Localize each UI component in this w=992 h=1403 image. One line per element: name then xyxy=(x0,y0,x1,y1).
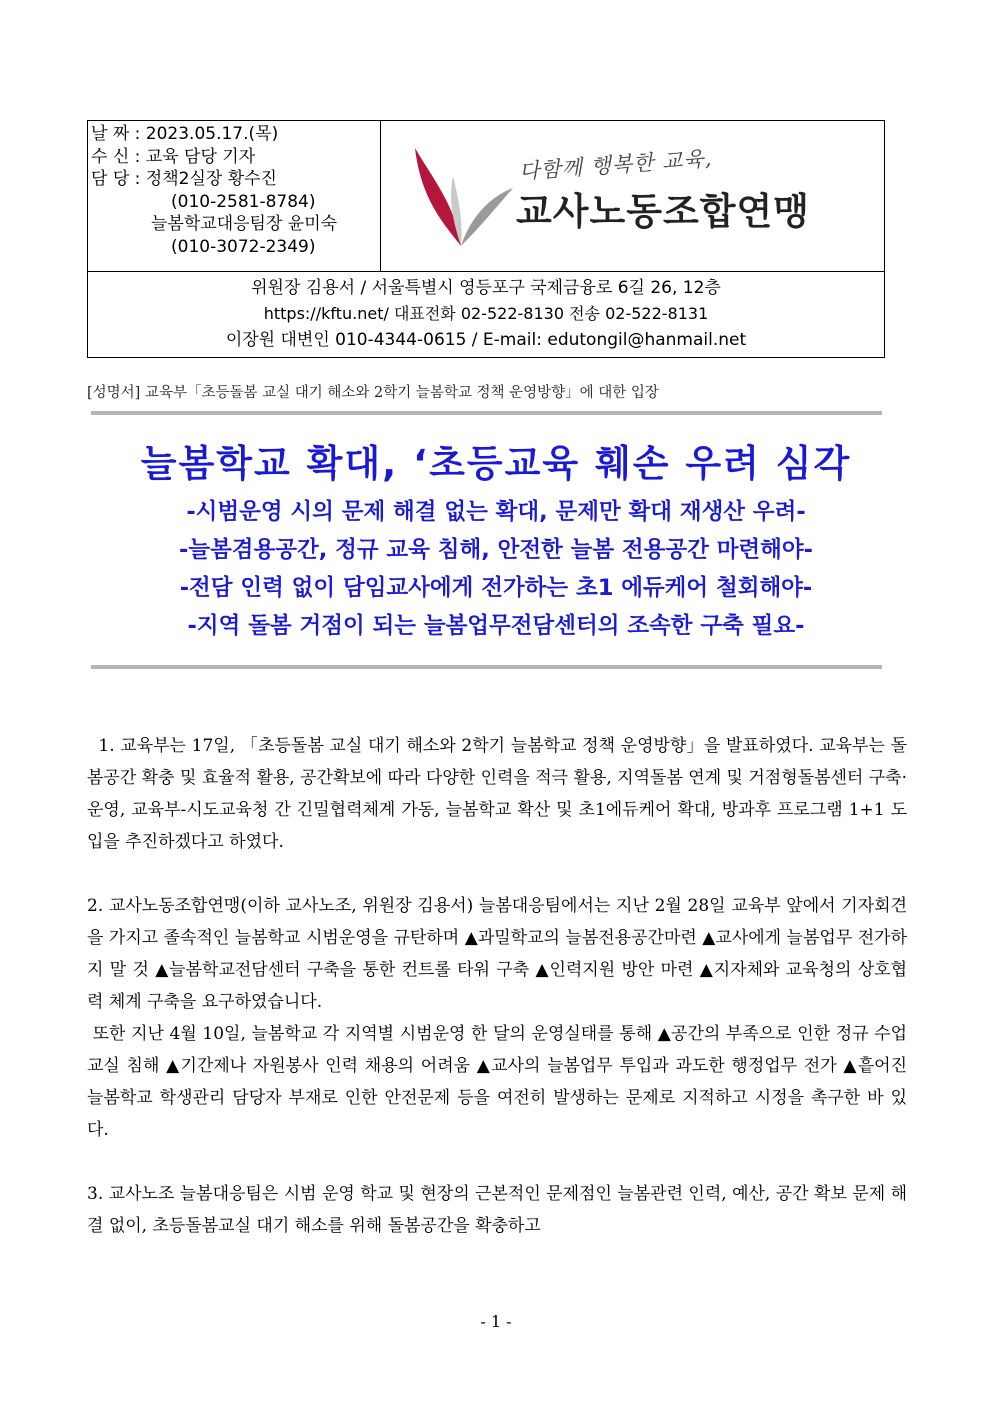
paragraph-2: 2. 교사노동조합연맹(이하 교사노조, 위원장 김용서) 늘봄대응팀에서는 지난 2월 28일 교육부 앞에서 기자회견을 가지고 졸속적인 늘봄학교 시범운영을 규탄하며 ▲과밀학교의 늘봄전용공간마련 ▲교사에게 늘봄업무 전가하지 말 것 ▲늘봄학교전담센터 구축을 통한 컨트롤 타워 구축 ▲인력지원 방안 마련 ▲지자체와 교육청의 상호협력 체계 구축을 요구하였습니다. xyxy=(87,896,907,1012)
leaf-logo-icon xyxy=(401,146,521,256)
contact-phone-2: (010-3072-2349) xyxy=(171,236,316,257)
header-table xyxy=(87,120,885,358)
logo-block xyxy=(381,121,884,271)
body-text xyxy=(87,730,913,1242)
contact-block xyxy=(88,121,381,271)
info-line-address: 위원장 김용서 / 서울특별시 영등포구 국제금융로 6길 26, 12층 xyxy=(251,278,721,298)
info-line-spokesperson: 이장원 대변인 010-4344-0615 / E-mail: edutongil@hanmail.net xyxy=(225,330,747,350)
paragraph-1: 1. 교육부는 17일, 「초등돌봄 교실 대기 해소와 2학기 늘봄학교 정책 운영방향」을 발표하였다. 교육부는 돌봄공간 확충 및 효율적 활용, 공간확보에 따라 다양한 인력을 적극 활용, 지역돌봄 연계 및 거점형돌봄센터 구축·운영, 교육부-시도교육청 간 긴밀협력체계 가동, 늘봄학교 확산 및 초1에듀케어 확대, 방과후 프로그램 1+1 도입을 추진하겠다고 하였다. xyxy=(87,736,908,852)
divider-top xyxy=(91,411,882,415)
organization-info xyxy=(88,272,884,357)
subtitle-list xyxy=(0,493,992,645)
page-number: - 1 - xyxy=(480,1312,512,1331)
statement-subhead: [성명서] 교육부「초등돌봄 교실 대기 해소와 2학기 늘봄학교 정책 운영방향」에 대한 입장 xyxy=(87,385,659,401)
divider-bottom xyxy=(91,665,882,669)
paragraph-3: 또한 지난 4월 10일, 늘봄학교 각 지역별 시범운영 한 달의 운영실태를 통해 ▲공간의 부족으로 인한 정규 수업교실 침해 ▲기간제나 자원봉사 인력 채용의 어려움 ▲교사의 늘봄업무 투입과 과도한 행정업무 전가 ▲흩어진 늘봄학교 학생관리 담당자 부재로 인한 안전문제 등을 여전히 발생하는 문제로 지적하고 시정을 촉구한 바 있다. xyxy=(87,1024,913,1140)
contact-name-2: 늘봄학교대응팀장 윤미숙 xyxy=(151,214,338,234)
subtitle-1: -시범운영 시의 문제 해결 없는 확대, 문제만 확대 재생산 우려- xyxy=(186,499,806,525)
paragraph-4: 3. 교사노조 늘봄대응팀은 시범 운영 학교 및 현장의 근본적인 문제점인 늘봄관련 인력, 예산, 공간 확보 문제 해결 없이, 초등돌봄교실 대기 해소를 위해 돌봄공간을 확충하고 xyxy=(87,1184,907,1236)
contact-phone-1: (010-2581-8784) xyxy=(171,191,316,212)
recipient-line: 수 신 : 교육 담당 기자 xyxy=(91,146,256,167)
subtitle-2: -늘봄겸용공간, 정규 교육 침해, 안전한 늘봄 전용공간 마련해야- xyxy=(179,537,813,563)
date-line: 날 짜 : 2023.05.17.(목) xyxy=(91,124,279,144)
logo-name: 교사노동조합연맹 xyxy=(516,190,810,233)
header-top-row xyxy=(88,121,884,272)
subtitle-4: -지역 돌봄 거점이 되는 늘봄업무전담센터의 조속한 구축 필요- xyxy=(187,613,805,639)
subtitle-3: -전담 인력 없이 담임교사에게 전가하는 초1 에듀케어 철회해야- xyxy=(179,575,813,601)
info-line-contact: https://kftu.net/ 대표전화 02-522-8130 전송 02-522-8131 xyxy=(263,304,709,323)
logo-slogan: 다함께 행복한 교육, xyxy=(518,146,713,184)
contact-line: 담 당 : 정책2실장 황수진 xyxy=(91,169,277,189)
page-title: 늘봄학교 확대, ‘초등교육 훼손 우려 심각 xyxy=(140,442,852,485)
